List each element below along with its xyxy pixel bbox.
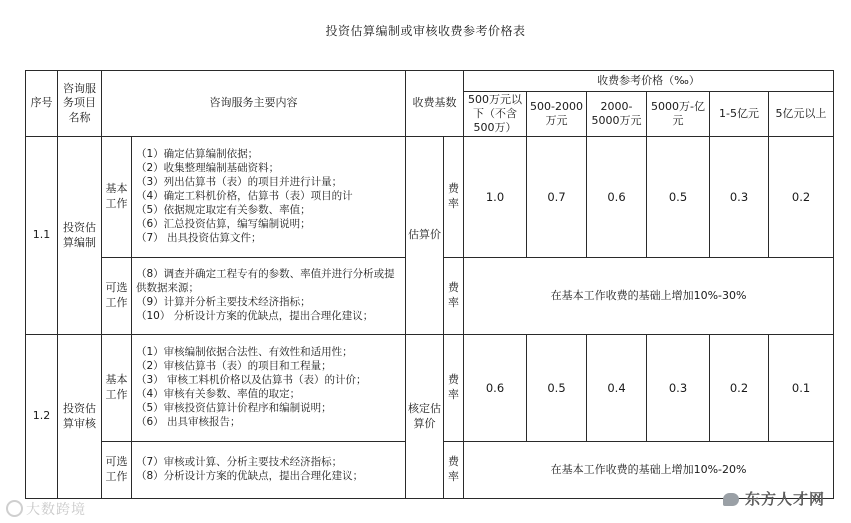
- work-item: （4）确定工料机价格，估算书（表）项目的计: [136, 190, 353, 203]
- work-item: （2）收集整理编制基础资料；: [136, 162, 280, 175]
- rate-value: 0.6: [464, 335, 527, 442]
- rate-value: 0.4: [587, 335, 647, 442]
- header-ref-price: 收费参考价格（‰）: [464, 71, 834, 92]
- work-item: （6） 出具审核报告；: [136, 415, 241, 428]
- watermark-right: [723, 488, 825, 509]
- wechat-logo-icon: [723, 493, 739, 506]
- fee-base: 核定估算价: [406, 335, 444, 499]
- work-item: （8）调查并确定工程专有的参数、率值并进行分析或提供数据来源；: [136, 268, 395, 295]
- rate-value: 0.2: [710, 335, 769, 442]
- watermark-left: [6, 499, 86, 519]
- header-fee-base: 收费基数: [406, 71, 464, 137]
- header-content: 咨询服务主要内容: [102, 71, 406, 137]
- work-item: （2）审核估算书（表）的项目和工程量；: [136, 360, 332, 373]
- work-item: （4）审核有关参数、率值的取定；: [136, 388, 301, 400]
- rate-value: 0.6: [587, 137, 647, 258]
- rate-label: 费率: [444, 137, 464, 258]
- tier-header: 5000万-亿元: [647, 92, 710, 137]
- rate-value: 0.7: [527, 137, 587, 258]
- work-items-optional: [132, 442, 406, 499]
- rate-label: 费率: [444, 258, 464, 335]
- work-items-optional: [132, 258, 406, 335]
- work-item: （10） 分析设计方案的优缺点，提出合理化建议；: [136, 309, 374, 322]
- increase-note: 在基本工作收费的基础上增加10%-30%: [464, 258, 834, 335]
- work-item: （9）计算并分析主要技术经济指标；: [136, 296, 311, 308]
- rate-value: 0.1: [769, 335, 834, 442]
- rate-label: 费率: [444, 442, 464, 499]
- rate-label: 费率: [444, 335, 464, 442]
- row-name: 投资估算审核: [58, 335, 102, 499]
- work-item: （5）审核投资估算计价程序和编制说明；: [136, 401, 332, 414]
- watermark-left-text: 大数跨境: [26, 502, 86, 518]
- work-item: （3）列出估算书（表）的项目并进行计量；: [136, 176, 343, 189]
- work-type-basic: 基本工作: [102, 335, 132, 442]
- fee-base: 估算价: [406, 137, 444, 335]
- work-type-optional: 可选工作: [102, 258, 132, 335]
- tier-header: 5亿元以上: [769, 92, 834, 137]
- watermark-ring-icon: [6, 500, 23, 517]
- watermark-right-text: 东方人才网: [744, 490, 825, 508]
- work-item: （7）审核或计算、分析主要技术经济指标；: [136, 456, 343, 469]
- work-item: （3） 审核工料机价格以及估算书（表）的计价；: [136, 374, 367, 387]
- tier-header: 1-5亿元: [710, 92, 769, 137]
- rate-value: 0.2: [769, 137, 834, 258]
- rate-value: 1.0: [464, 137, 527, 258]
- work-item: （5）依据规定取定有关参数、率值；: [136, 203, 311, 216]
- work-item: （1）审核编制依据合法性、有效性和适用性；: [136, 346, 353, 359]
- tier-header: 500-2000万元: [527, 92, 587, 137]
- row-name: 投资估算编制: [58, 137, 102, 335]
- fee-table: [25, 70, 834, 499]
- row-seq: 1.2: [26, 335, 58, 499]
- work-type-optional: 可选工作: [102, 442, 132, 499]
- header-service-name: 咨询服务项目名称: [58, 71, 102, 137]
- work-item: （1）确定估算编制依据；: [136, 148, 259, 161]
- increase-note: 在基本工作收费的基础上增加10%-20%: [464, 442, 834, 499]
- header-seq: 序号: [26, 71, 58, 137]
- work-item: （7） 出具投资估算文件；: [136, 231, 262, 244]
- rate-value: 0.5: [527, 335, 587, 442]
- tier-header: 2000-5000万元: [587, 92, 647, 137]
- page-title: 投资估算编制或审核收费参考价格表: [325, 24, 526, 38]
- work-item: （8）分析设计方案的优缺点，提出合理化建议；: [136, 470, 364, 482]
- row-seq: 1.1: [26, 137, 58, 335]
- work-item: （6）汇总投资估算，编写编制说明；: [136, 217, 311, 230]
- rate-value: 0.5: [647, 137, 710, 258]
- work-type-basic: 基本工作: [102, 137, 132, 258]
- tier-header: 500万元以下（不含500万）: [464, 92, 527, 137]
- work-items-basic: [132, 335, 406, 442]
- rate-value: 0.3: [647, 335, 710, 442]
- rate-value: 0.3: [710, 137, 769, 258]
- work-items-basic: [132, 137, 406, 258]
